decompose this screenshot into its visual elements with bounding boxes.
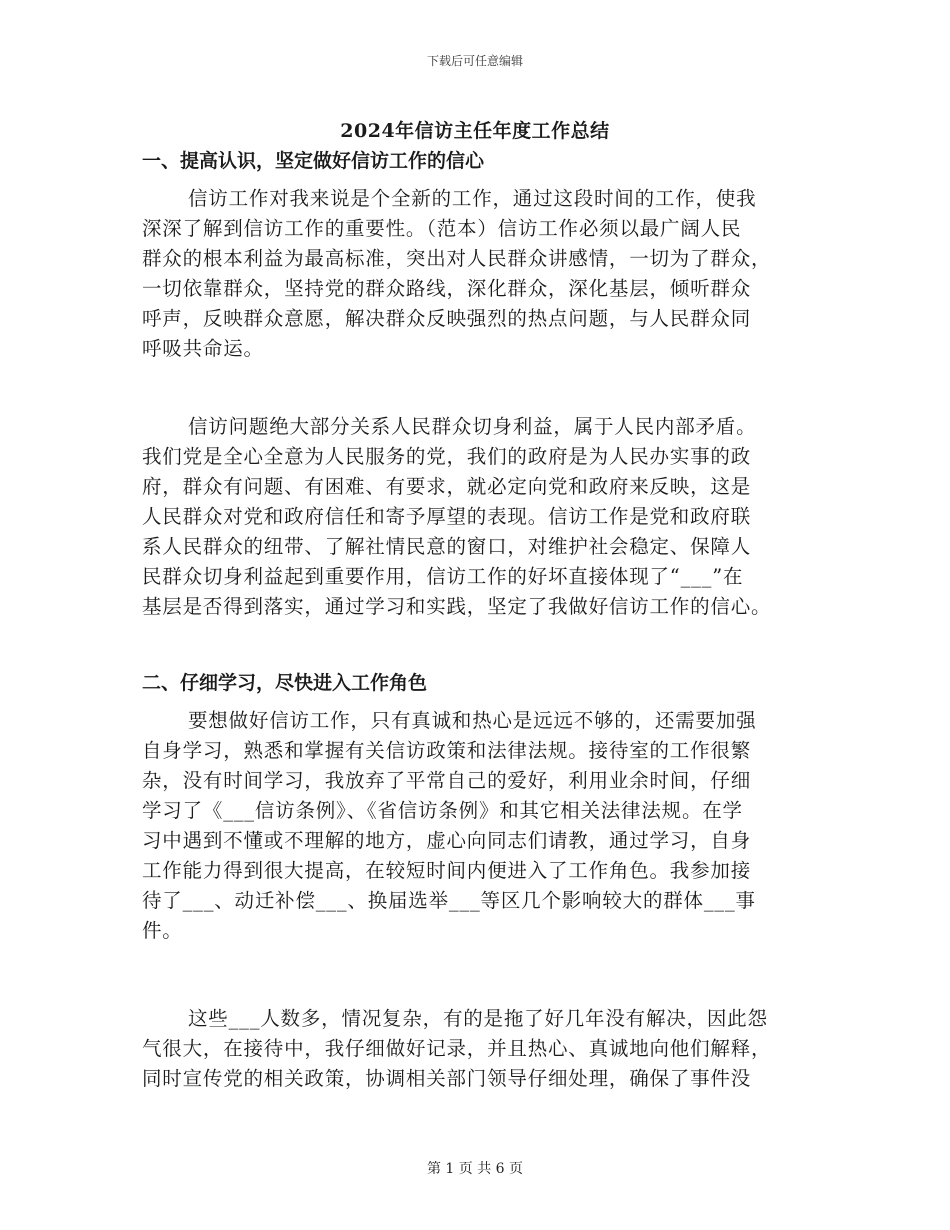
paragraph-line: 府，群众有问题、有困难、有要求，就必定向党和政府来反映，这是: [142, 475, 752, 498]
paragraph-line: 工作能力得到很大提高，在较短时间内便进入了工作角色。我参加接: [142, 859, 752, 882]
paragraph-line: 呼声，反映群众意愿，解决群众反映强烈的热点问题，与人民群众同: [142, 307, 752, 330]
section-1-paragraph-1: [142, 184, 810, 364]
paragraph-line: 深深了解到信访工作的重要性。（范本）信访工作必须以最广阔人民: [142, 217, 742, 240]
paragraph-line: 信访工作对我来说是个全新的工作，通过这段时间的工作，使我: [188, 187, 757, 210]
section-1-heading: 一、提高认识，坚定做好信访工作的信心: [142, 150, 485, 172]
paragraph-line: 件。: [142, 919, 183, 942]
paragraph-line: 学习了《___信访条例》、《省信访条例》和其它相关法律法规。在学: [142, 799, 743, 822]
paragraph-line: 要想做好信访工作，只有真诚和热心是远远不够的，还需要加强: [188, 709, 757, 732]
section-2-paragraph-2: [142, 1004, 810, 1094]
paragraph-line: 信访问题绝大部分关系人民群众切身利益，属于人民内部矛盾。: [188, 415, 757, 438]
paragraph-line: 民群众切身利益起到重要作用，信访工作的好坏直接体现了“___”在: [142, 565, 744, 588]
page-number-footer: 第 1 页 共 6 页: [426, 1161, 524, 1177]
paragraph-line: 系人民群众的纽带、了解社情民意的窗口，对维护社会稳定、保障人: [142, 535, 752, 558]
paragraph-line: 呼吸共命运。: [142, 337, 264, 360]
paragraph-line: 这些___人数多，情况复杂，有的是拖了好几年没有解决，因此怨: [188, 1007, 768, 1030]
section-1-paragraph-2: [142, 412, 810, 622]
header-note: 下载后可任意编辑: [426, 54, 523, 68]
section-2-heading: 二、仔细学习，尽快进入工作角色: [142, 672, 428, 694]
paragraph-line: 待了___、动迁补偿___、换届选举___等区几个影响较大的群体___事: [142, 889, 756, 912]
paragraph-line: 气很大，在接待中，我仔细做好记录，并且热心、真诚地向他们解释，: [142, 1037, 772, 1060]
document-title: 2024年信访主任年度工作总结: [340, 120, 610, 142]
paragraph-line: 人民群众对党和政府信任和寄予厚望的表现。信访工作是党和政府联: [142, 505, 752, 528]
paragraph-line: 杂，没有时间学习，我放弃了平常自己的爱好，利用业余时间，仔细: [142, 769, 752, 792]
paragraph-line: 习中遇到不懂或不理解的地方，虚心向同志们请教，通过学习，自身: [142, 829, 752, 852]
paragraph-line: 群众的根本利益为最高标准，突出对人民群众讲感情，一切为了群众，: [142, 247, 772, 270]
paragraph-line: 一切依靠群众，坚持党的群众路线，深化群众，深化基层，倾听群众: [142, 277, 752, 300]
paragraph-line: 我们党是全心全意为人民服务的党，我们的政府是为人民办实事的政: [142, 445, 752, 468]
paragraph-line: 基层是否得到落实，通过学习和实践，坚定了我做好信访工作的信心。: [142, 595, 772, 618]
section-2-paragraph-1: [142, 706, 810, 946]
paragraph-line: 自身学习，熟悉和掌握有关信访政策和法律法规。接待室的工作很繁: [142, 739, 752, 762]
paragraph-line: 同时宣传党的相关政策，协调相关部门领导仔细处理，确保了事件没: [142, 1067, 752, 1090]
